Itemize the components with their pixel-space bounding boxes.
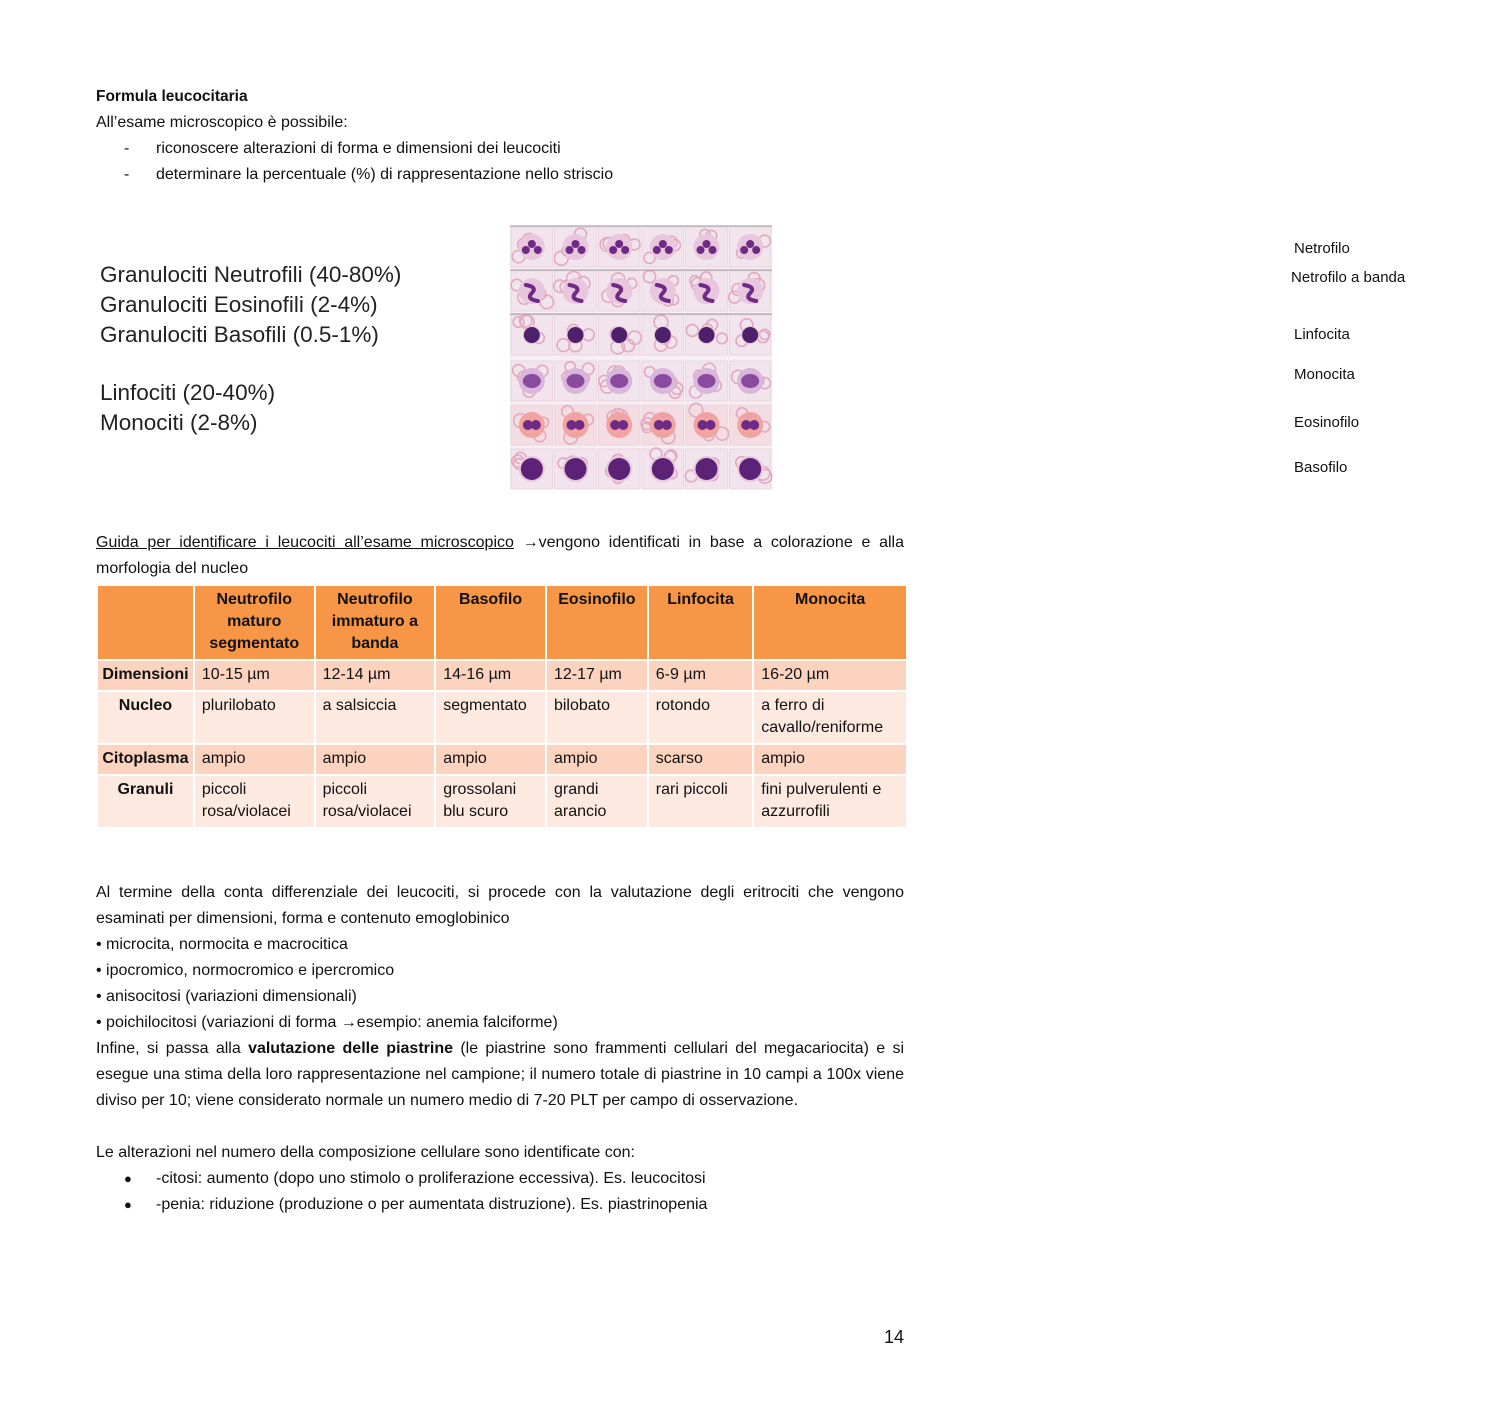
cell-nucleus [741, 374, 759, 388]
cell-nucleus [655, 327, 671, 343]
cell-nucleus [609, 246, 617, 254]
section-title: Formula leucocitaria [96, 88, 248, 105]
cell-nucleus [662, 420, 672, 430]
table-header-cell: Linfocita [648, 585, 754, 660]
cell-nucleus [653, 246, 661, 254]
erythrocyte-paragraph: Al termine della conta differenziale dei leucociti, si procede con la valutazione degli eritrociti che vengono esaminati per dimensioni, forma e contenuto emoglobinico [96, 884, 904, 927]
cell-nucleus [566, 246, 574, 254]
table-cell: piccoli rosa/violacei [194, 775, 315, 828]
guide-text: →vengono identificati in base a colorazione e alla morfologia del nucleo [96, 534, 904, 577]
cell-nucleus [521, 458, 543, 480]
cell-nucleus [534, 246, 542, 254]
cell-nucleus [740, 246, 748, 254]
cell-nucleus [524, 327, 540, 343]
intro-list [124, 136, 613, 188]
table-cell: a ferro di cavallo/reniforme [753, 691, 907, 744]
table-cell: ampio [546, 744, 648, 775]
table-row [97, 744, 907, 775]
cell-nucleus [618, 420, 628, 430]
cell-nucleus [706, 420, 716, 430]
leukocyte-table [96, 584, 908, 829]
list-item: ● -penia: riduzione (produzione o per aumentata distruzione). Es. piastrinopenia [124, 1196, 708, 1213]
cell-nucleus [749, 420, 759, 430]
row-label: Dimensioni [97, 660, 194, 691]
micro-label: Netrofilo a banda [1291, 269, 1406, 286]
table-header-cell [97, 585, 194, 660]
cell-nucleus [654, 374, 672, 388]
micro-label: Basofilo [1294, 459, 1348, 476]
erythrocyte-list [96, 932, 558, 1036]
cell-nucleus [739, 458, 761, 480]
table-cell: grossolani blu scuro [435, 775, 546, 828]
cell-nucleus [567, 374, 585, 388]
cell-nucleus [523, 374, 541, 388]
table-cell: ampio [315, 744, 436, 775]
cell-nucleus [752, 246, 760, 254]
cell-nucleus [615, 240, 623, 248]
table-cell: grandi arancio [546, 775, 648, 828]
cell-nucleus [522, 246, 530, 254]
list-item: - determinare la percentuale (%) di rappresentazione nello striscio [124, 166, 614, 183]
cell-nucleus [746, 240, 754, 248]
intro-text: All’esame microscopico è possibile: [96, 114, 348, 131]
row-label: Granuli [97, 775, 194, 828]
cell-nucleus [575, 420, 585, 430]
cell-nucleus [611, 327, 627, 343]
cell-nucleus [665, 246, 673, 254]
table-cell: ampio [435, 744, 546, 775]
cell-nucleus [610, 374, 628, 388]
cell-nucleus [608, 458, 630, 480]
micro-label: Linfocita [1294, 326, 1350, 343]
figure-line: Granulociti Basofili (0.5-1%) [100, 322, 379, 347]
table-cell: bilobato [546, 691, 648, 744]
guide-heading: Guida per identificare i leucociti all’esame microscopico [96, 534, 514, 551]
table-cell: rari piccoli [648, 775, 754, 828]
list-item: ● -citosi: aumento (dopo uno stimolo o proliferazione eccessiva). Es. leucocitosi [124, 1170, 706, 1187]
cell-nucleus [698, 374, 716, 388]
micrograph-grid [510, 226, 772, 488]
cell-nucleus [565, 458, 587, 480]
table-cell: rotondo [648, 691, 754, 744]
figure-percentages [100, 260, 401, 438]
alteration-intro: Le alterazioni nel numero della composizione cellulare sono identificate con: [96, 1144, 635, 1161]
list-item: • anisocitosi (variazioni dimensionali) [96, 988, 357, 1005]
table-cell: scarso [648, 744, 754, 775]
table-cell: ampio [753, 744, 907, 775]
table-header-cell: Eosinofilo [546, 585, 648, 660]
table-cell: plurilobato [194, 691, 315, 744]
table-cell: 12-14 µm [315, 660, 436, 691]
micro-label: Netrofilo [1294, 240, 1350, 257]
cell-nucleus [621, 246, 629, 254]
list-item: • poichilocitosi (variazioni di forma →esempio: anemia falciforme) [96, 1014, 558, 1031]
cell-nucleus [699, 327, 715, 343]
row-label: Nucleo [97, 691, 194, 744]
table-header-row [97, 585, 907, 660]
micrograph-figure [510, 226, 1406, 488]
cell-nucleus [531, 420, 541, 430]
table-cell: piccoli rosa/violacei [315, 775, 436, 828]
table-row [97, 775, 907, 828]
table-cell: segmentato [435, 691, 546, 744]
table-header-cell: Monocita [753, 585, 907, 660]
cell-nucleus [659, 240, 667, 248]
platelet-emphasis: valutazione delle piastrine [248, 1040, 453, 1057]
list-item: • microcita, normocita e macrocitica [96, 936, 348, 953]
table-cell: fini pulverulenti e azzurrofili [753, 775, 907, 828]
figure-line: Granulociti Neutrofili (40-80%) [100, 262, 402, 287]
table-cell: 16-20 µm [753, 660, 907, 691]
cell-nucleus [578, 246, 586, 254]
cell-nucleus [709, 246, 717, 254]
table-cell: 12-17 µm [546, 660, 648, 691]
alteration-list [124, 1166, 707, 1218]
figure-line: Linfociti (20-40%) [100, 380, 276, 405]
micro-label: Eosinofilo [1294, 414, 1360, 431]
figure-line: Monociti (2-8%) [100, 410, 258, 435]
table-cell: 6-9 µm [648, 660, 754, 691]
table-header-cell: Neutrofilo immaturo a banda [315, 585, 436, 660]
cell-nucleus [742, 327, 758, 343]
table-cell: 10-15 µm [194, 660, 315, 691]
table-cell: ampio [194, 744, 315, 775]
guide-paragraph [96, 530, 904, 582]
cell-nucleus [568, 327, 584, 343]
row-label: Citoplasma [97, 744, 194, 775]
platelet-paragraph: Infine, si passa alla valutazione delle piastrine (le piastrine sono frammenti cellulari del megacariocita) e si esegue una stima della loro rappresentazione nel campione; il numero totale di piastrine in 10 campi a 100x viene diviso per 10; viene considerato normale un numero medio di 7-20 PLT per campo di osservazione. [96, 1040, 905, 1109]
page-number: 14 [883, 1327, 904, 1347]
cell-nucleus [703, 240, 711, 248]
table-row [97, 660, 907, 691]
table-cell: 14-16 µm [435, 660, 546, 691]
list-item: - riconoscere alterazioni di forma e dimensioni dei leucociti [124, 140, 561, 157]
micro-label: Monocita [1294, 366, 1355, 383]
cell-nucleus [528, 240, 536, 248]
list-item: • ipocromico, normocromico e ipercromico [96, 962, 395, 979]
cell-nucleus [572, 240, 580, 248]
table-cell: a salsiccia [315, 691, 436, 744]
table-header-cell: Neutrofilo maturo segmentato [194, 585, 315, 660]
table-header-cell: Basofilo [435, 585, 546, 660]
cell-nucleus [697, 246, 705, 254]
cell-nucleus [696, 458, 718, 480]
table-row [97, 691, 907, 744]
figure-line: Granulociti Eosinofili (2-4%) [100, 292, 378, 317]
cell-nucleus [652, 458, 674, 480]
